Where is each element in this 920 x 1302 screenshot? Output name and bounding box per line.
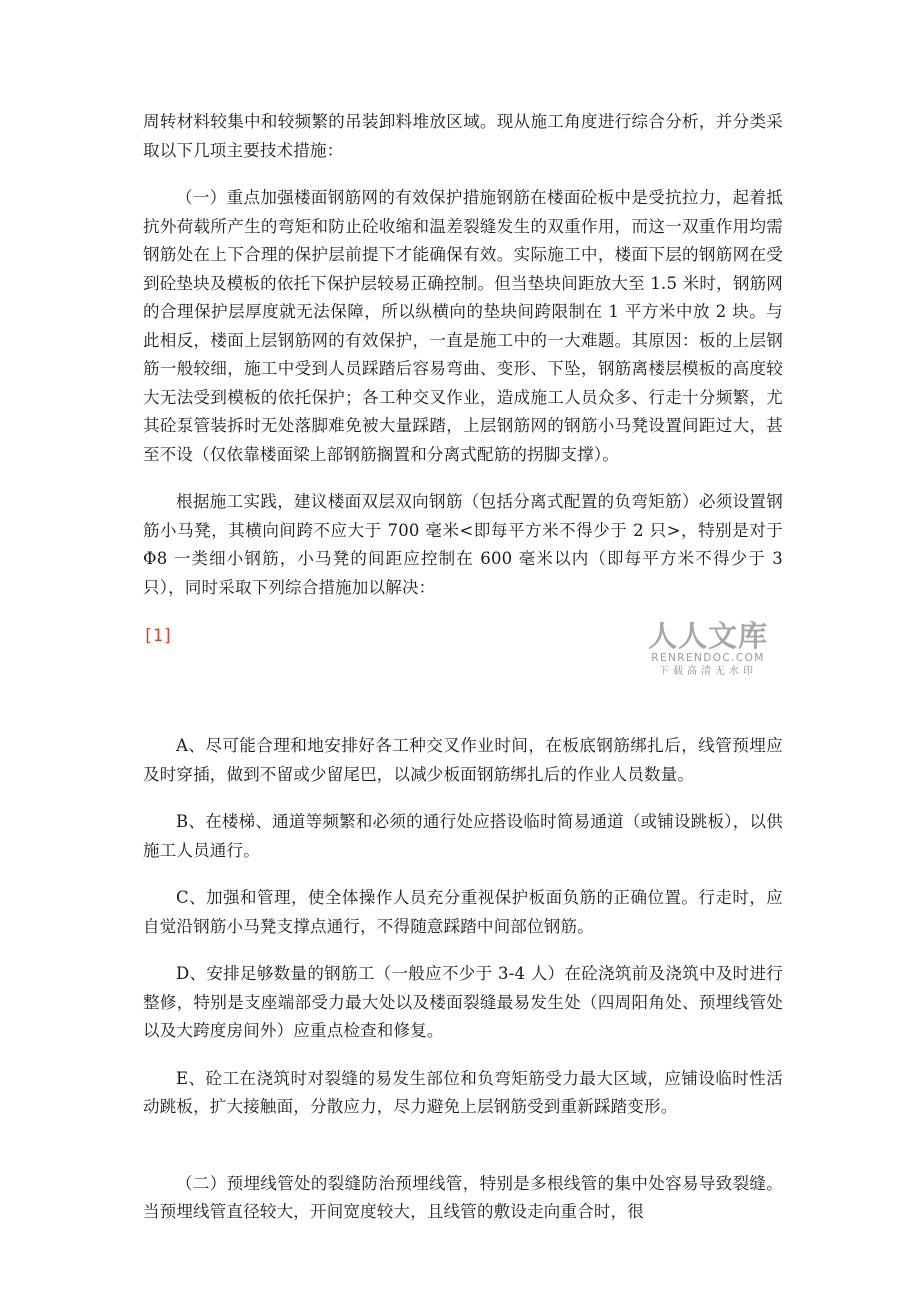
watermark-domain: RENRENDOC.COM — [651, 652, 765, 664]
practice-paragraph: 根据施工实践，建议楼面双层双向钢筋（包括分离式配置的负弯矩筋）必须设置钢筋小马凳，其横向间跨不应大于 700 毫米<即每平方米不得少于 2 只>，特别是对于 Φ8 一类细小钢筋，小马凳的间距应控制在 600 毫米以内（即每平方米不得少于 3 只），同时采取下列综合措施加以解决： — [143, 492, 783, 597]
watermark-logo — [643, 620, 773, 679]
measure-d-paragraph: D、安排足够数量的钢筋工（一般应不少于 3-4 人）在砼浇筑前及浇筑中及时进行整修，特别是支座端部受力最大处以及楼面裂缝最易发生处（四周阳角处、预埋线管处以及大跨度房间外）应重点检查和修复。 — [143, 964, 783, 1040]
measure-c-paragraph: C、加强和管理，使全体操作人员充分重视保护板面负筋的正确位置。行走时，应自觉沿钢筋小马凳支撑点通行，不得随意踩踏中间部位钢筋。 — [143, 888, 783, 936]
measure-e-paragraph: E、砼工在浇筑时对裂缝的易发生部位和负弯矩筋受力最大区域，应铺设临时性活动跳板，扩大接触面，分散应力，尽力避免上层钢筋受到重新踩踏变形。 — [143, 1068, 783, 1116]
measure-b-paragraph: B、在楼梯、通道等频繁和必须的通行处应搭设临时简易通道（或铺设跳板），以供施工人员通行。 — [143, 812, 783, 860]
watermark-title: 人人文库 — [647, 619, 768, 653]
citation-link[interactable]: [1] — [143, 626, 173, 645]
intro-paragraph: 周转材料较集中和较频繁的吊装卸料堆放区域。现从施工角度进行综合分析，并分类采取以下几项主要技术措施： — [143, 112, 783, 160]
section-1-paragraph: （一）重点加强楼面钢筋网的有效保护措施钢筋在楼面砼板中是受抗拉力，起着抵抗外荷载所产生的弯矩和防止砼收缩和温差裂缝发生的双重作用，而这一双重作用均需钢筋处在上下合理的保护层前提下才能确保有效。实际施工中，楼面下层的钢筋网在受到砼垫块及模板的依托下保护层较易正确控制。但当垫块间距放大至 1.5 米时，钢筋网的合理保护层厚度就无法保障，所以纵横向的垫块间跨限制在 1 平方米中放 2 块。与此相反，楼面上层钢筋网的有效保护，一直是施工中的一大难题。其原因：板的上层钢筋一般较细，施工中受到人员踩踏后容易弯曲、变形、下坠，钢筋离楼层模板的高度较大无法受到模板的依托保护；各工种交叉作业，造成施工人员众多、行走十分频繁，尤其砼泵管装拆时无处落脚难免被大量踩踏，上层钢筋网的钢筋小马凳设置间距过大，甚至不设（仅依靠楼面梁上部钢筋搁置和分离式配筋的拐脚支撑）。 — [143, 188, 783, 464]
section-2-paragraph: （二）预埋线管处的裂缝防治预埋线管，特别是多根线管的集中处容易导致裂缝。当预埋线管直径较大，开间宽度较大，且线管的敷设走向重合时，很 — [143, 1173, 783, 1221]
measure-a-paragraph: A、尽可能合理和地安排好各工种交叉作业时间，在板底钢筋绑扎后，线管预埋应及时穿插，做到不留或少留尾巴，以减少板面钢筋绑扎后的作业人员数量。 — [143, 736, 783, 784]
watermark-subtitle: 下载高清无水印 — [659, 666, 757, 677]
